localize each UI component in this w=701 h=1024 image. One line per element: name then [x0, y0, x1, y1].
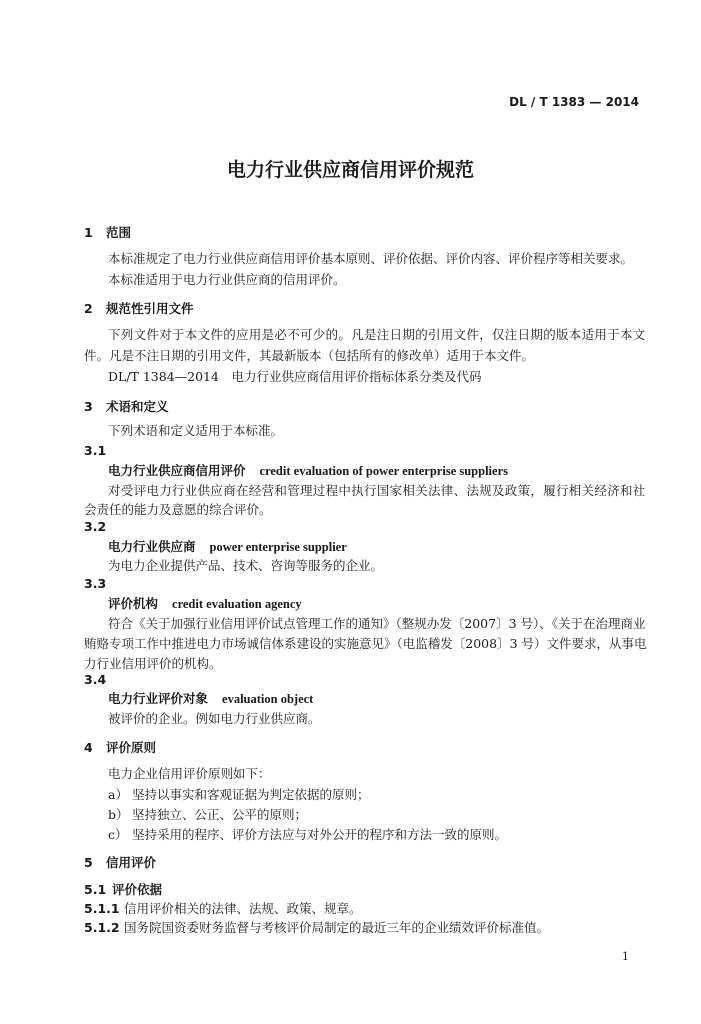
term-entry	[108, 689, 313, 707]
term-chinese: 电力行业供应商信用评价	[108, 463, 246, 478]
section-title: 术语和定义	[106, 399, 169, 414]
section-title: 范围	[106, 225, 132, 240]
list-text: 坚持以事实和客观证据为判定依据的原则；	[132, 787, 370, 802]
section-number: 4	[84, 740, 93, 755]
subsection-heading	[84, 880, 162, 898]
clause-number: 3.2	[84, 519, 107, 534]
term-chinese: 电力行业评价对象	[108, 691, 209, 706]
definition: 力行业信用评价的机构。	[84, 656, 222, 671]
term-english: credit evaluation of power enterprise suppliers	[259, 464, 508, 478]
section-number: 3	[84, 399, 93, 414]
paragraph: 本标准规定了电力行业供应商信用评价基本原则、评价依据、评价内容、评价程序等相关要求。	[108, 251, 634, 266]
paragraph: 电力企业信用评价原则如下：	[108, 766, 271, 781]
section-2-heading	[84, 299, 194, 317]
page-number: 1	[622, 950, 629, 963]
term-english: evaluation object	[222, 692, 314, 706]
clause-text: 国务院国资委财务监督与考核评价局制定的最近三年的企业绩效评价标准值。	[124, 920, 550, 935]
subsection-title: 评价依据	[112, 882, 163, 897]
clause-number: 5.1.1	[84, 901, 120, 916]
paragraph: 本标准适用于电力行业供应商的信用评价。	[108, 272, 346, 287]
definition: 会责任的能力及意愿的综合评价。	[84, 502, 272, 517]
term-chinese: 电力行业供应商	[108, 539, 196, 554]
term-entry	[108, 461, 508, 479]
term-entry	[108, 537, 347, 555]
term-chinese: 评价机构	[108, 596, 159, 611]
section-title: 规范性引用文件	[106, 301, 194, 316]
subsection-number: 5.1	[84, 882, 107, 897]
term-english: credit evaluation agency	[172, 597, 302, 611]
definition: 对受评电力行业供应商在经营和管理过程中执行国家相关法律、法规及政策，履行相关经济和社	[108, 483, 646, 498]
paragraph: 下列术语和定义适用于本标准。	[108, 423, 284, 438]
clause-number: 3.3	[84, 576, 107, 591]
document-title: 电力行业供应商信用评价规范	[226, 159, 474, 181]
clause-number: 3.1	[84, 443, 107, 458]
paragraph: 件。凡是不注日期的引用文件，其最新版本（包括所有的修改单）适用于本文件。	[84, 348, 535, 363]
list-marker: c）	[108, 827, 128, 842]
clause	[84, 918, 549, 936]
section-4-heading	[84, 738, 156, 756]
list-item	[108, 785, 370, 803]
paragraph: 下列文件对于本文件的应用是必不可少的。凡是注日期的引用文件，仅注日期的版本适用于本文	[108, 327, 646, 342]
section-5-heading	[84, 853, 156, 871]
list-text: 坚持采用的程序、评价方法应与对外公开的程序和方法一致的原则。	[132, 827, 508, 842]
list-item	[108, 825, 507, 843]
definition: 贿赂专项工作中推进电力市场诚信体系建设的实施意见》（电监稽发〔2008〕3 号）文件要求，从事电	[84, 636, 647, 651]
section-title: 评价原则	[106, 740, 157, 755]
list-text: 坚持独立、公正、公平的原则；	[132, 807, 308, 822]
term-entry	[108, 594, 302, 612]
list-marker: b）	[108, 807, 129, 822]
clause-number: 5.1.2	[84, 920, 120, 935]
clause	[84, 899, 362, 917]
term-english: power enterprise supplier	[209, 540, 347, 554]
section-3-heading	[84, 397, 169, 415]
definition: 符合《关于加强行业信用评价试点管理工作的通知》（整规办发〔2007〕3 号）、《关于在治理商业	[108, 616, 646, 631]
section-number: 2	[84, 301, 93, 316]
normative-reference: DL/T 1384—2014 电力行业供应商信用评价指标体系分类及代码	[108, 369, 482, 384]
document-id: DL / T 1383 — 2014	[509, 95, 639, 109]
section-1-heading	[84, 223, 131, 241]
section-number: 5	[84, 855, 93, 870]
definition: 为电力企业提供产品、技术、咨询等服务的企业。	[108, 558, 384, 573]
list-marker: a）	[108, 787, 128, 802]
list-item	[108, 805, 307, 823]
section-title: 信用评价	[106, 855, 157, 870]
definition: 被评价的企业。例如电力行业供应商。	[108, 711, 321, 726]
clause-text: 信用评价相关的法律、法规、政策、规章。	[124, 901, 362, 916]
clause-number: 3.4	[84, 672, 107, 687]
section-number: 1	[84, 225, 93, 240]
